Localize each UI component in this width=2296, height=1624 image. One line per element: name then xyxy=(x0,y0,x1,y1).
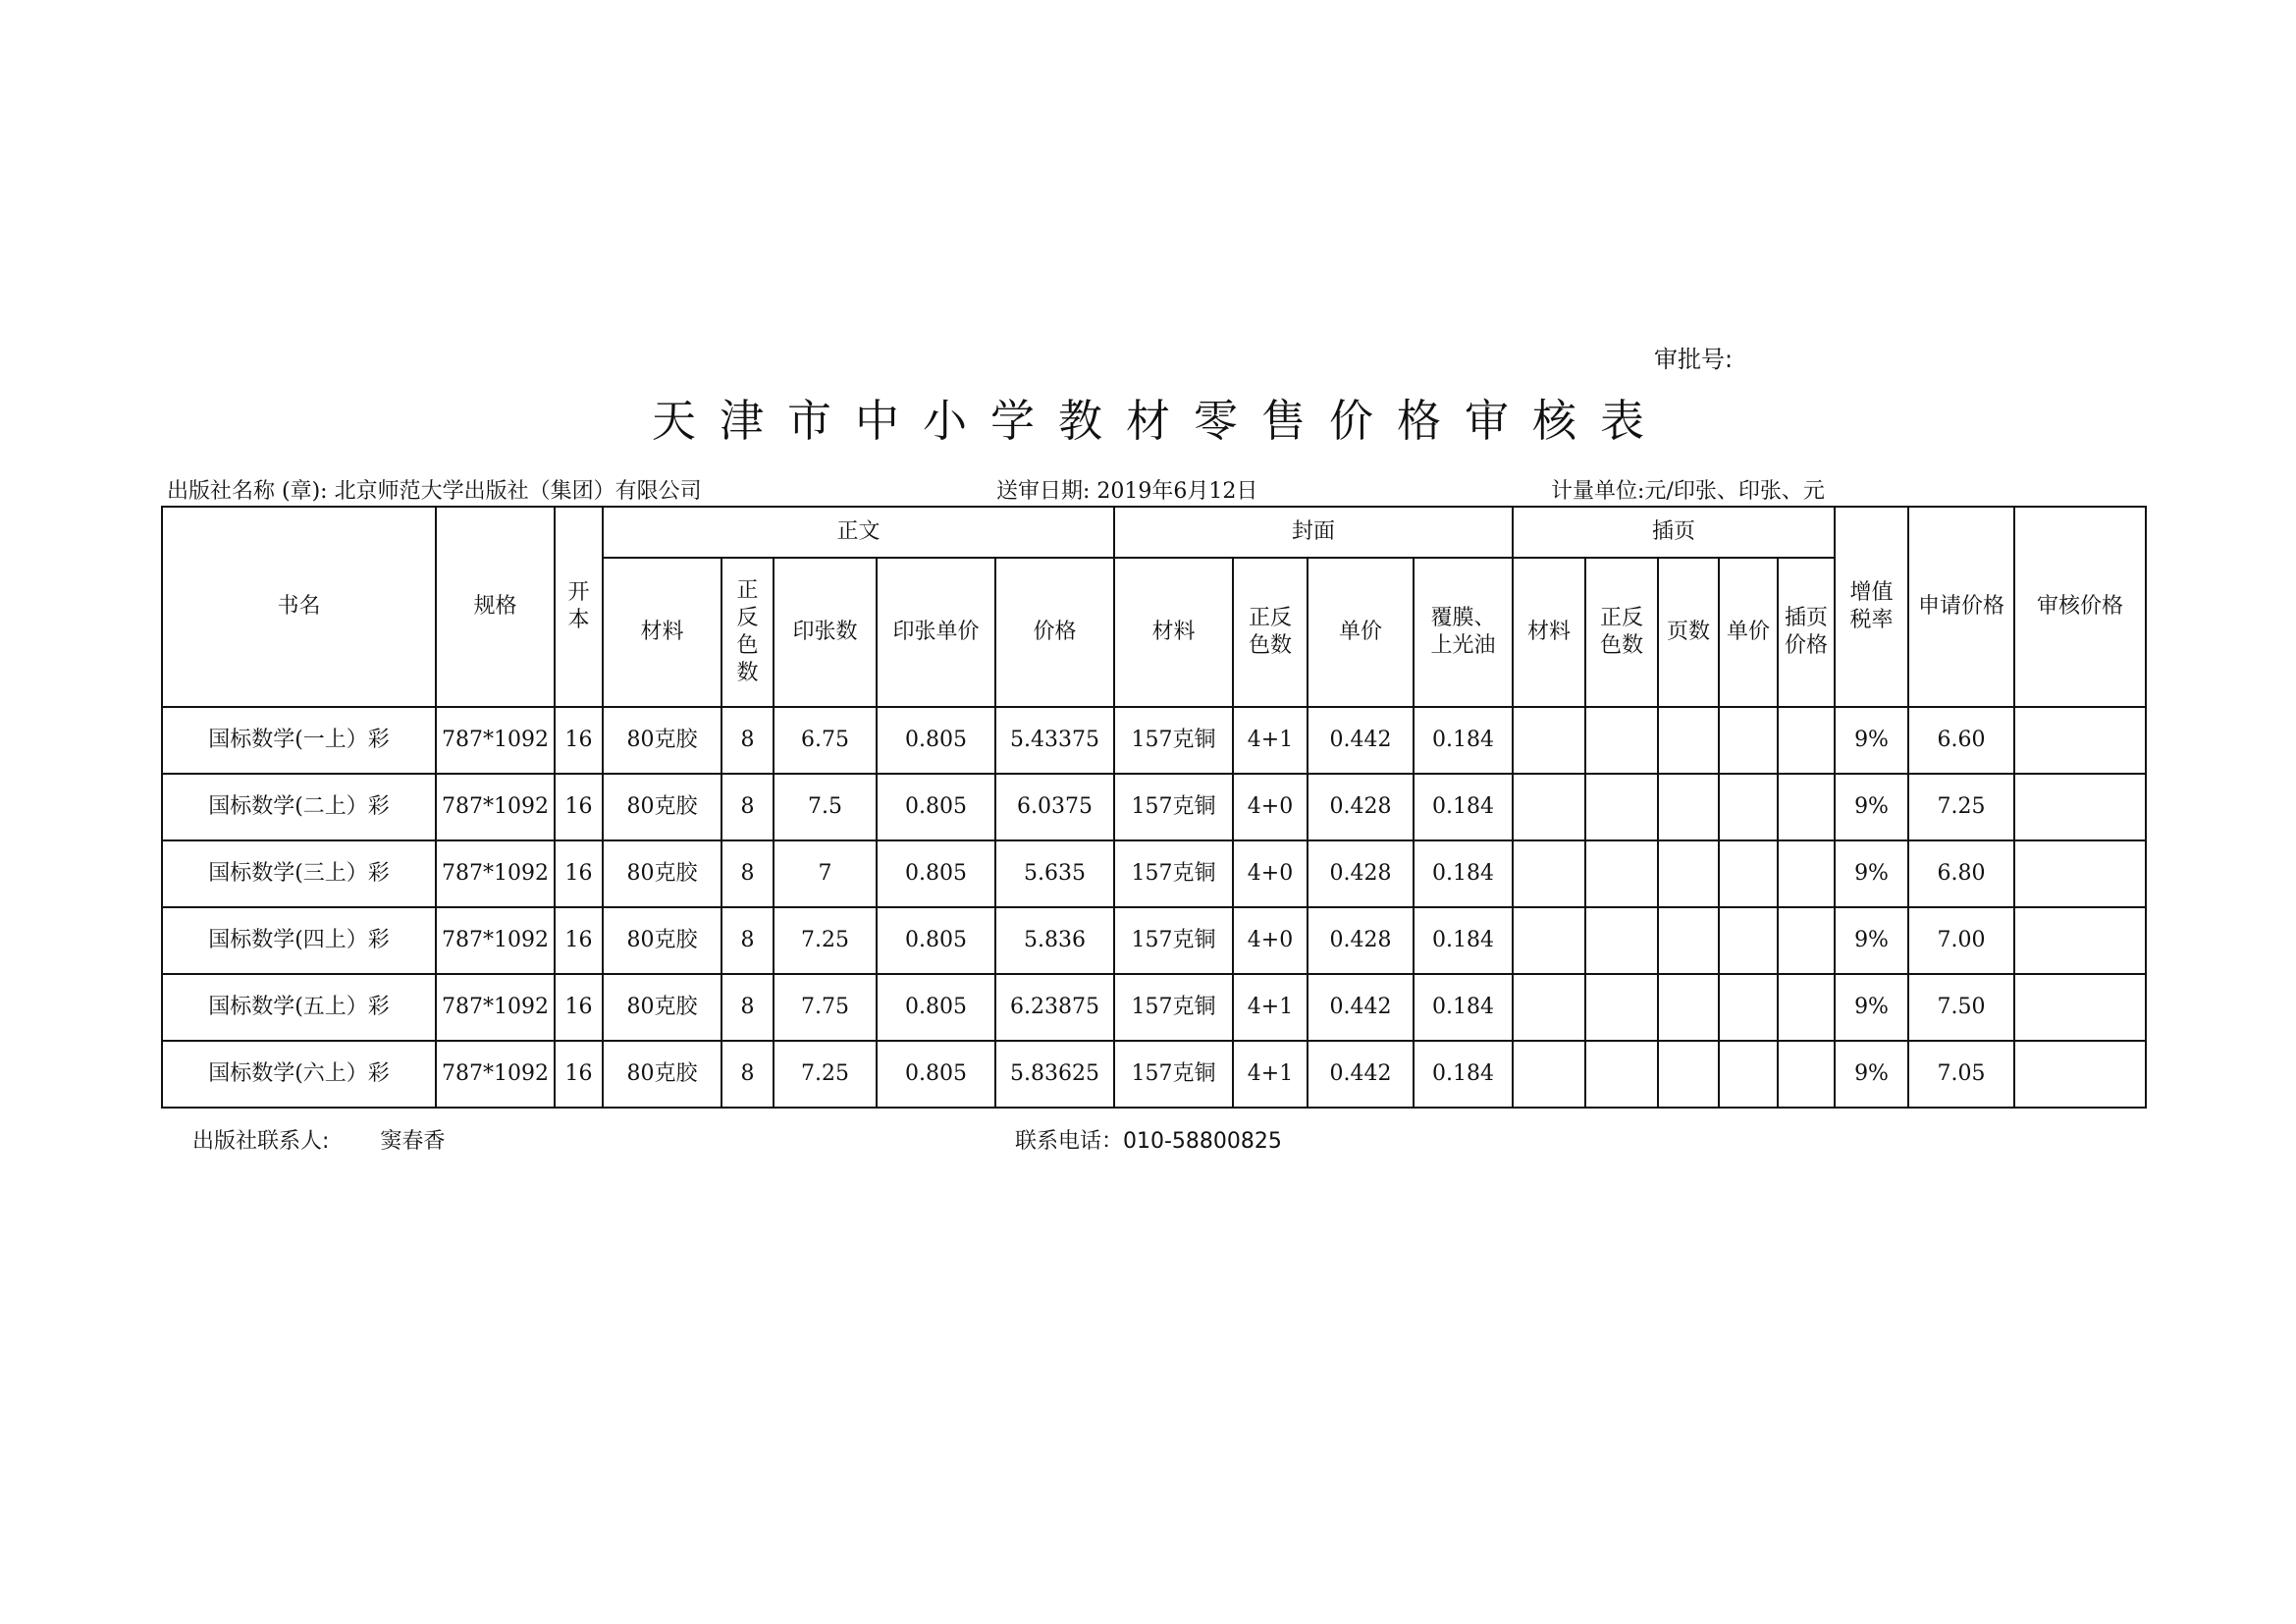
cell-lamination: 0.184 xyxy=(1414,774,1513,840)
group-insert: 插页 xyxy=(1513,507,1835,558)
col-lamination xyxy=(1414,558,1513,707)
cell-spec: 787*1092 xyxy=(436,840,555,907)
col-insert-unit-price: 单价 xyxy=(1719,558,1778,707)
cell-body-colors: 8 xyxy=(721,840,774,907)
col-body-colors-label: 正反色数 xyxy=(736,578,759,685)
cell-spec: 787*1092 xyxy=(436,1041,555,1108)
approval-number-label: 审批号: xyxy=(1654,346,1734,373)
cell-format: 16 xyxy=(555,840,603,907)
cell-cover-unit-price: 0.442 xyxy=(1308,974,1414,1041)
cell-insert-pages xyxy=(1658,974,1719,1041)
cell-cover-colors: 4+0 xyxy=(1233,774,1308,840)
col-cover-colors-label: 正反色数 xyxy=(1248,606,1292,658)
cell-cover-colors: 4+1 xyxy=(1233,1041,1308,1108)
cell-body-colors: 8 xyxy=(721,1041,774,1108)
cell-audit-price xyxy=(2014,774,2146,840)
cell-insert-price xyxy=(1778,840,1835,907)
col-spec: 规格 xyxy=(436,507,555,707)
cell-lamination: 0.184 xyxy=(1414,840,1513,907)
cell-insert-unit-price xyxy=(1719,840,1778,907)
cell-insert-material xyxy=(1513,707,1585,774)
cell-audit-price xyxy=(2014,974,2146,1041)
cell-body-material: 80克胶 xyxy=(603,774,721,840)
cell-body-price: 6.0375 xyxy=(995,774,1114,840)
col-format xyxy=(555,507,603,707)
cell-vat: 9% xyxy=(1835,840,1908,907)
cell-insert-pages xyxy=(1658,707,1719,774)
cell-body-colors: 8 xyxy=(721,974,774,1041)
cell-sheets: 6.75 xyxy=(774,707,877,774)
page-title: 天津市中小学教材零售价格审核表 xyxy=(651,395,1668,447)
submission-date: 送审日期: 2019年6月12日 xyxy=(996,479,1258,504)
contact-label: 出版社联系人: xyxy=(192,1129,330,1154)
cell-insert-price xyxy=(1778,1041,1835,1108)
cell-insert-colors xyxy=(1585,707,1658,774)
cell-insert-material xyxy=(1513,907,1585,974)
cell-sheet-price: 0.805 xyxy=(877,707,995,774)
cell-audit-price xyxy=(2014,1041,2146,1108)
cell-sheet-price: 0.805 xyxy=(877,774,995,840)
cell-insert-colors xyxy=(1585,774,1658,840)
table-row xyxy=(162,974,2146,1041)
col-body-material: 材料 xyxy=(603,558,721,707)
cell-body-price: 5.83625 xyxy=(995,1041,1114,1108)
cell-insert-unit-price xyxy=(1719,707,1778,774)
cell-request-price: 7.50 xyxy=(1908,974,2014,1041)
cell-sheets: 7 xyxy=(774,840,877,907)
cell-format: 16 xyxy=(555,974,603,1041)
cell-format: 16 xyxy=(555,774,603,840)
cell-cover-unit-price: 0.442 xyxy=(1308,707,1414,774)
cell-insert-material xyxy=(1513,974,1585,1041)
col-sheets: 印张数 xyxy=(774,558,877,707)
cell-spec: 787*1092 xyxy=(436,974,555,1041)
price-review-table xyxy=(161,506,2147,1109)
cell-insert-unit-price xyxy=(1719,974,1778,1041)
cell-lamination: 0.184 xyxy=(1414,707,1513,774)
cell-insert-pages xyxy=(1658,907,1719,974)
cell-request-price: 6.80 xyxy=(1908,840,2014,907)
cell-request-price: 7.05 xyxy=(1908,1041,2014,1108)
cell-request-price: 7.00 xyxy=(1908,907,2014,974)
col-book-name: 书名 xyxy=(162,507,436,707)
contact-phone: 联系电话：010-58800825 xyxy=(1015,1129,1282,1154)
col-sheet-price: 印张单价 xyxy=(877,558,995,707)
cell-insert-pages xyxy=(1658,774,1719,840)
cell-body-price: 6.23875 xyxy=(995,974,1114,1041)
cell-insert-colors xyxy=(1585,974,1658,1041)
cell-name: 国标数学(二上）彩 xyxy=(162,774,436,840)
cell-body-price: 5.635 xyxy=(995,840,1114,907)
cell-cover-unit-price: 0.428 xyxy=(1308,907,1414,974)
col-insert-colors-label: 正反色数 xyxy=(1600,606,1644,658)
cell-sheet-price: 0.805 xyxy=(877,840,995,907)
cell-insert-price xyxy=(1778,907,1835,974)
col-insert-material: 材料 xyxy=(1513,558,1585,707)
cell-insert-unit-price xyxy=(1719,1041,1778,1108)
cell-cover-unit-price: 0.428 xyxy=(1308,840,1414,907)
cell-format: 16 xyxy=(555,1041,603,1108)
cell-sheets: 7.5 xyxy=(774,774,877,840)
table-row xyxy=(162,1041,2146,1108)
cell-insert-material xyxy=(1513,1041,1585,1108)
cell-vat: 9% xyxy=(1835,1041,1908,1108)
cell-cover-colors: 4+1 xyxy=(1233,974,1308,1041)
col-audit-price: 审核价格 xyxy=(2014,507,2146,707)
col-vat-label: 增值税率 xyxy=(1849,580,1894,632)
cell-body-colors: 8 xyxy=(721,707,774,774)
cell-cover-unit-price: 0.428 xyxy=(1308,774,1414,840)
cell-body-material: 80克胶 xyxy=(603,974,721,1041)
cell-cover-colors: 4+0 xyxy=(1233,840,1308,907)
cell-insert-colors xyxy=(1585,907,1658,974)
cell-sheets: 7.75 xyxy=(774,974,877,1041)
cell-insert-material xyxy=(1513,840,1585,907)
cell-insert-pages xyxy=(1658,840,1719,907)
cell-format: 16 xyxy=(555,707,603,774)
cell-cover-material: 157克铜 xyxy=(1114,974,1233,1041)
cell-body-material: 80克胶 xyxy=(603,907,721,974)
measurement-unit: 计量单位:元/印张、印张、元 xyxy=(1551,479,1825,504)
cell-cover-material: 157克铜 xyxy=(1114,840,1233,907)
cell-vat: 9% xyxy=(1835,707,1908,774)
cell-name: 国标数学(五上）彩 xyxy=(162,974,436,1041)
cell-name: 国标数学(六上）彩 xyxy=(162,1041,436,1108)
col-insert-pages: 页数 xyxy=(1658,558,1719,707)
cell-body-price: 5.836 xyxy=(995,907,1114,974)
cell-audit-price xyxy=(2014,907,2146,974)
cell-cover-material: 157克铜 xyxy=(1114,1041,1233,1108)
cell-spec: 787*1092 xyxy=(436,707,555,774)
cell-insert-material xyxy=(1513,774,1585,840)
cell-sheet-price: 0.805 xyxy=(877,974,995,1041)
col-request-price: 申请价格 xyxy=(1908,507,2014,707)
col-insert-price-label: 插页价格 xyxy=(1785,606,1829,658)
publisher-name: 出版社名称 (章): 北京师范大学出版社（集团）有限公司 xyxy=(167,479,702,504)
table-row xyxy=(162,707,2146,774)
cell-insert-colors xyxy=(1585,1041,1658,1108)
cell-vat: 9% xyxy=(1835,907,1908,974)
cell-sheets: 7.25 xyxy=(774,907,877,974)
cell-lamination: 0.184 xyxy=(1414,974,1513,1041)
cell-format: 16 xyxy=(555,907,603,974)
cell-request-price: 6.60 xyxy=(1908,707,2014,774)
cell-body-colors: 8 xyxy=(721,907,774,974)
cell-body-price: 5.43375 xyxy=(995,707,1114,774)
col-vat xyxy=(1835,507,1908,707)
col-cover-colors xyxy=(1233,558,1308,707)
cell-insert-pages xyxy=(1658,1041,1719,1108)
cell-body-material: 80克胶 xyxy=(603,1041,721,1108)
cell-body-material: 80克胶 xyxy=(603,840,721,907)
group-body: 正文 xyxy=(603,507,1114,558)
cell-name: 国标数学(三上）彩 xyxy=(162,840,436,907)
cell-cover-unit-price: 0.442 xyxy=(1308,1041,1414,1108)
cell-body-material: 80克胶 xyxy=(603,707,721,774)
col-format-label: 开本 xyxy=(567,580,590,632)
col-body-price: 价格 xyxy=(995,558,1114,707)
cell-insert-price xyxy=(1778,974,1835,1041)
cell-sheets: 7.25 xyxy=(774,1041,877,1108)
cell-name: 国标数学(四上）彩 xyxy=(162,907,436,974)
cell-audit-price xyxy=(2014,840,2146,907)
cell-sheet-price: 0.805 xyxy=(877,907,995,974)
group-cover: 封面 xyxy=(1114,507,1513,558)
cell-vat: 9% xyxy=(1835,974,1908,1041)
cell-cover-material: 157克铜 xyxy=(1114,907,1233,974)
cell-cover-colors: 4+0 xyxy=(1233,907,1308,974)
cell-cover-material: 157克铜 xyxy=(1114,707,1233,774)
col-cover-unit-price: 单价 xyxy=(1308,558,1414,707)
cell-spec: 787*1092 xyxy=(436,907,555,974)
cell-body-colors: 8 xyxy=(721,774,774,840)
cell-sheet-price: 0.805 xyxy=(877,1041,995,1108)
cell-vat: 9% xyxy=(1835,774,1908,840)
cell-cover-colors: 4+1 xyxy=(1233,707,1308,774)
contact-name: 窦春香 xyxy=(380,1129,446,1154)
cell-lamination: 0.184 xyxy=(1414,1041,1513,1108)
col-cover-material: 材料 xyxy=(1114,558,1233,707)
cell-cover-material: 157克铜 xyxy=(1114,774,1233,840)
cell-audit-price xyxy=(2014,707,2146,774)
cell-insert-price xyxy=(1778,774,1835,840)
cell-insert-unit-price xyxy=(1719,774,1778,840)
cell-insert-unit-price xyxy=(1719,907,1778,974)
cell-spec: 787*1092 xyxy=(436,774,555,840)
cell-insert-price xyxy=(1778,707,1835,774)
cell-insert-colors xyxy=(1585,840,1658,907)
col-lamination-label: 覆膜、上光油 xyxy=(1430,606,1496,658)
cell-request-price: 7.25 xyxy=(1908,774,2014,840)
table-row xyxy=(162,907,2146,974)
table-row xyxy=(162,840,2146,907)
col-body-colors xyxy=(721,558,774,707)
cell-name: 国标数学(一上）彩 xyxy=(162,707,436,774)
publisher-contact xyxy=(192,1124,445,1155)
table-row xyxy=(162,774,2146,840)
col-insert-colors xyxy=(1585,558,1658,707)
cell-lamination: 0.184 xyxy=(1414,907,1513,974)
col-insert-price xyxy=(1778,558,1835,707)
